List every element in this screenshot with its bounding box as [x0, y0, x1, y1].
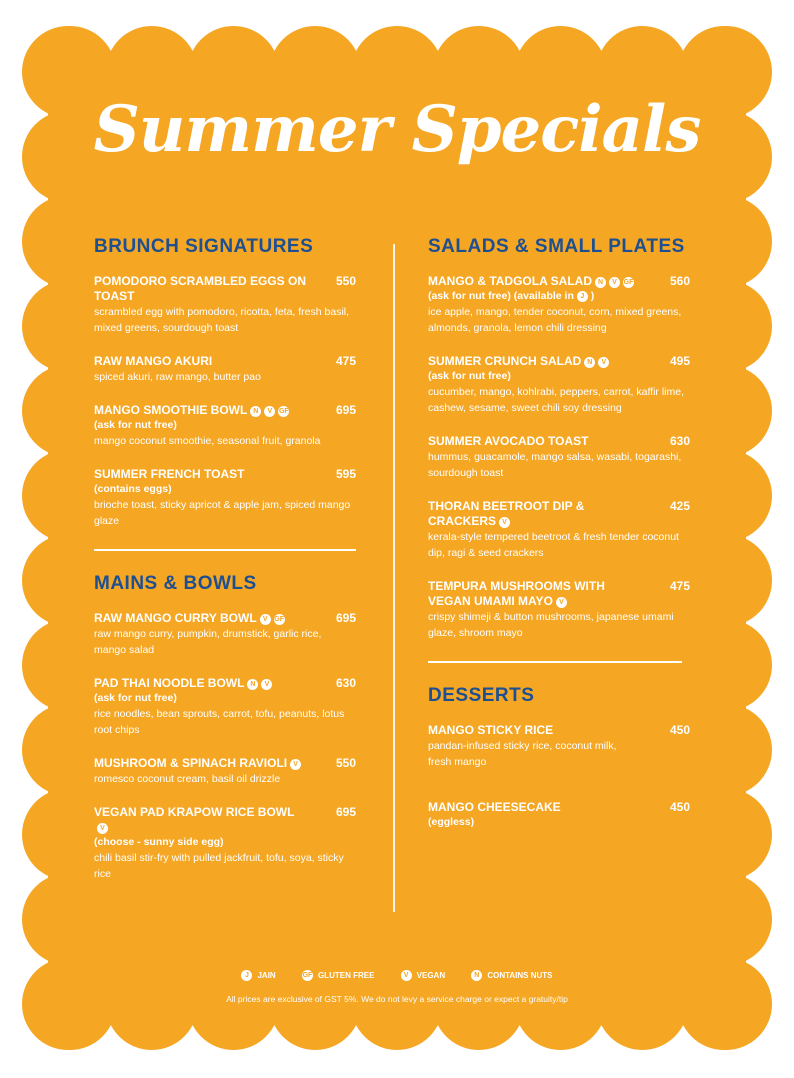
item-description: spiced akuri, raw mango, butter pao — [94, 371, 261, 383]
item-price: 560 — [669, 274, 690, 288]
menu-item-raw-mango-akuri — [94, 354, 356, 385]
menu-item-summer-avocado-toast — [428, 434, 690, 481]
vegan-icon: V — [261, 679, 272, 690]
item-note: (choose - sunny side egg) — [94, 836, 224, 848]
item-name-text: MANGO & TADGOLA SALAD — [428, 274, 592, 288]
item-price: 475 — [335, 354, 356, 368]
vegan-icon: V — [556, 597, 567, 608]
legend-label: GLUTEN FREE — [317, 971, 375, 980]
item-description: brioche toast, sticky apricot & apple jam, spiced mango glaze — [94, 499, 351, 527]
jain-icon: J — [241, 970, 252, 981]
vegan-icon: V — [609, 277, 620, 288]
menu-item-summer-crunch-salad — [428, 354, 690, 416]
section-title-salads: SALADS & SMALL PLATES — [428, 236, 685, 257]
item-name: RAW MANGO AKURI — [94, 354, 213, 368]
left-column — [94, 236, 356, 882]
item-name — [428, 354, 690, 369]
item-price: 450 — [669, 800, 690, 814]
item-note: (ask for nut free) — [428, 370, 511, 382]
item-name — [94, 403, 356, 418]
vegan-icon: V — [401, 970, 412, 981]
contains-nuts-icon: N — [247, 679, 258, 690]
item-name — [94, 676, 356, 691]
menu-item-mango-sticky-rice — [428, 723, 690, 770]
legend-label: JAIN — [257, 971, 276, 980]
item-name: SUMMER AVOCADO TOAST — [428, 434, 589, 448]
item-price: 450 — [669, 723, 690, 737]
item-price: 425 — [669, 499, 690, 513]
item-name-text: MANGO SMOOTHIE BOWL — [94, 403, 248, 417]
gluten-free-icon: GF — [302, 972, 313, 979]
column-divider — [393, 244, 395, 912]
pricing-footnote: All prices are exclusive of GST 5%. We do not levy a service charge or expect a gratuity/tip — [226, 994, 568, 1004]
item-name: MANGO CHEESECAKE — [428, 800, 561, 814]
menu-item-mango-tadgola-salad — [428, 274, 690, 336]
page-title: Summer Specials — [93, 92, 701, 167]
section-divider — [94, 549, 356, 551]
item-name — [428, 499, 690, 529]
vegan-icon: V — [264, 406, 275, 417]
section-title-brunch: BRUNCH SIGNATURES — [94, 236, 314, 257]
contains-nuts-icon: N — [250, 406, 261, 417]
item-price: 550 — [335, 756, 356, 770]
item-name: POMODORO SCRAMBLED EGGS ON TOAST — [94, 274, 307, 303]
item-description: rice noodles, bean sprouts, carrot, tofu, peanuts, lotus root chips — [94, 708, 345, 736]
item-name — [94, 611, 356, 626]
item-name: MANGO STICKY RICE — [428, 723, 554, 737]
item-name: SUMMER FRENCH TOAST — [94, 467, 245, 481]
item-note: (eggless) — [428, 816, 475, 828]
section-title-desserts: DESSERTS — [428, 685, 535, 706]
item-description: chili basil stir-fry with pulled jackfruit, tofu, soya, sticky rice — [94, 852, 344, 880]
item-price: 695 — [335, 403, 356, 417]
item-description: raw mango curry, pumpkin, drumstick, garlic rice, mango salad — [94, 628, 322, 656]
menu-item-mushroom-spinach-ravioli — [94, 756, 356, 787]
vegan-icon: V — [97, 823, 108, 834]
item-description: cucumber, mango, kohlrabi, peppers, carrot, kaffir lime, cashew, sesame, sweet chili soy dressing — [428, 386, 685, 414]
gluten-free-icon: GF — [274, 616, 285, 623]
item-note-text: (ask for nut free) (available in — [428, 290, 574, 302]
section-title-mains: MAINS & BOWLS — [94, 573, 257, 594]
item-price: 695 — [335, 611, 356, 625]
legend-item-gluten-free — [302, 970, 374, 981]
item-description: pandan-infused sticky rice, coconut milk, fresh mango — [428, 740, 617, 768]
jain-icon: J — [577, 291, 588, 302]
item-name-text: THORAN BEETROOT DIP & CRACKERS — [428, 499, 585, 528]
menu-item-pad-thai-noodle-bowl — [94, 676, 356, 738]
item-name — [428, 579, 690, 609]
item-note: (ask for nut free) — [94, 419, 177, 431]
dietary-legend — [0, 970, 794, 981]
contains-nuts-icon: N — [584, 357, 595, 368]
gluten-free-icon: GF — [623, 279, 634, 286]
menu-item-thoran-beetroot-dip — [428, 499, 690, 561]
item-description: crispy shimeji & button mushrooms, japanese umami glaze, shroom mayo — [428, 611, 674, 639]
gluten-free-icon: GF — [278, 408, 289, 415]
section-divider — [428, 661, 682, 663]
legend-label: VEGAN — [416, 971, 446, 980]
menu-item-pomodoro-eggs — [94, 274, 356, 336]
menu-item-vegan-pad-krapow — [94, 805, 356, 882]
item-name-text: MUSHROOM & SPINACH RAVIOLI — [94, 756, 288, 770]
item-price: 595 — [335, 467, 356, 481]
contains-nuts-icon: N — [471, 970, 482, 981]
item-note: (contains eggs) — [94, 483, 172, 495]
item-price: 630 — [335, 676, 356, 690]
item-name — [428, 274, 690, 289]
item-description: hummus, guacamole, mango salsa, wasabi, togarashi, sourdough toast — [428, 451, 682, 479]
legend-label: CONTAINS NUTS — [487, 971, 553, 980]
item-name — [94, 805, 356, 835]
item-description: ice apple, mango, tender coconut, corn, mixed greens, almonds, granola, lemon chili dressing — [428, 306, 682, 334]
item-price: 495 — [669, 354, 690, 368]
item-price: 475 — [669, 579, 690, 593]
item-name-text: RAW MANGO CURRY BOWL — [94, 611, 257, 625]
item-description: romesco coconut cream, basil oil drizzle — [94, 773, 281, 785]
item-description: kerala-style tempered beetroot & fresh tender coconut dip, ragi & seed crackers — [428, 531, 679, 559]
menu-item-raw-mango-curry-bowl — [94, 611, 356, 658]
legend-item-vegan — [401, 970, 445, 981]
contains-nuts-icon: N — [595, 277, 606, 288]
menu-item-summer-french-toast — [94, 467, 356, 529]
legend-item-jain — [241, 970, 275, 981]
vegan-icon: V — [260, 614, 271, 625]
item-name — [94, 756, 356, 771]
item-note: (ask for nut free) — [94, 692, 177, 704]
menu-item-mango-smoothie-bowl — [94, 403, 356, 449]
item-price: 695 — [335, 805, 356, 819]
item-description: mango coconut smoothie, seasonal fruit, granola — [94, 435, 321, 447]
menu-item-tempura-mushrooms — [428, 579, 690, 641]
item-price: 550 — [335, 274, 356, 288]
item-price: 630 — [669, 434, 690, 448]
item-description: scrambled egg with pomodoro, ricotta, feta, fresh basil, mixed greens, sourdough toast — [94, 306, 350, 334]
item-name-text: VEGAN PAD KRAPOW RICE BOWL — [94, 805, 295, 819]
vegan-icon: V — [290, 759, 301, 770]
menu-item-mango-cheesecake — [428, 800, 690, 830]
item-name-text: SUMMER CRUNCH SALAD — [428, 354, 582, 368]
vegan-icon: V — [598, 357, 609, 368]
item-name-text: PAD THAI NOODLE BOWL — [94, 676, 245, 690]
legend-item-contains-nuts — [471, 970, 552, 981]
item-note: (ask for nut free) (available in J ) — [428, 290, 595, 302]
right-column — [428, 236, 690, 830]
item-name-text: TEMPURA MUSHROOMS WITH VEGAN UMAMI MAYO — [428, 579, 605, 608]
vegan-icon: V — [499, 517, 510, 528]
